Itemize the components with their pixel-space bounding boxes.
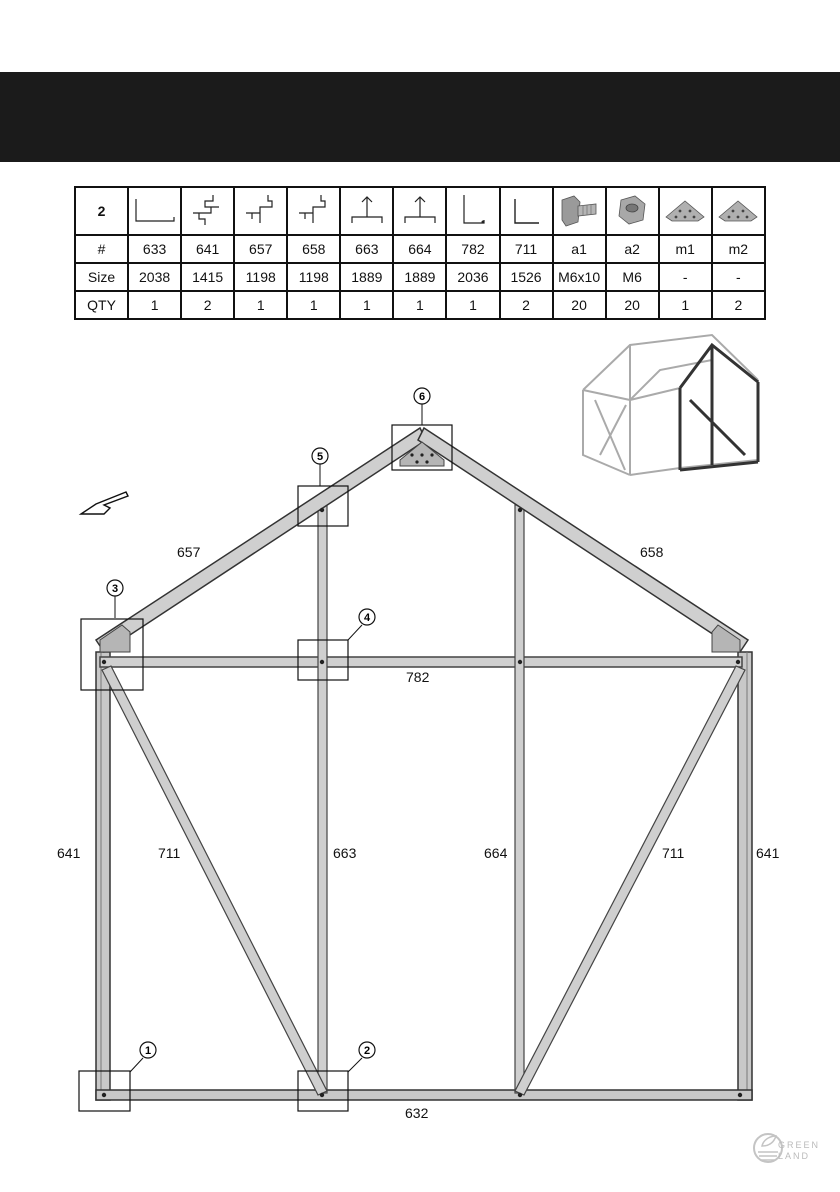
label-stud-right: 664 (484, 845, 508, 861)
part-size: 2036 (446, 263, 499, 291)
greenhouse-preview-image (583, 335, 758, 475)
part-size: M6x10 (553, 263, 606, 291)
svg-text:3: 3 (111, 583, 119, 595)
part-qty: 1 (234, 291, 287, 319)
part-size: 1198 (234, 263, 287, 291)
part-qty: 1 (128, 291, 181, 319)
part-number: 664 (393, 235, 446, 263)
part-size: 1415 (181, 263, 234, 291)
svg-text:1: 1 (144, 1045, 152, 1057)
svg-text:4: 4 (363, 612, 371, 624)
part-number: 657 (234, 235, 287, 263)
part-number: 641 (181, 235, 234, 263)
part-number: 782 (446, 235, 499, 263)
label-base: 632 (405, 1105, 429, 1121)
label-brace-right: 711 (662, 845, 685, 861)
stud-left (318, 505, 327, 1093)
part-number: 711 (500, 235, 553, 263)
hand-pointer-icon (81, 492, 128, 514)
row-label: # (75, 235, 128, 263)
part-size: 2038 (128, 263, 181, 291)
part-qty: 2 (712, 291, 765, 319)
part-size: 1198 (287, 263, 340, 291)
part-number: 658 (287, 235, 340, 263)
corner-post-right (738, 652, 752, 1100)
corner-post-left (96, 652, 110, 1100)
detail-boxes (79, 425, 452, 1111)
part-qty: 1 (659, 291, 712, 319)
part-qty: 1 (446, 291, 499, 319)
part-number: m1 (659, 235, 712, 263)
step-number: 2 (75, 187, 128, 235)
callout-2 (348, 1042, 375, 1072)
part-size: - (659, 263, 712, 291)
stud-right (515, 505, 524, 1093)
part-qty: 2 (181, 291, 234, 319)
part-qty: 20 (606, 291, 659, 319)
label-corner-left: 641 (57, 845, 81, 861)
callout-3 (107, 580, 123, 618)
part-number: m2 (712, 235, 765, 263)
svg-text:2: 2 (363, 1045, 371, 1057)
part-qty: 2 (500, 291, 553, 319)
label-corner-right: 641 (756, 845, 780, 861)
label-brace-left: 711 (158, 845, 181, 861)
label-crossbar: 782 (406, 669, 430, 685)
brace-left (102, 666, 327, 1095)
part-number: 633 (128, 235, 181, 263)
row-label: QTY (75, 291, 128, 319)
part-size: 1889 (393, 263, 446, 291)
part-size: M6 (606, 263, 659, 291)
part-number: 663 (340, 235, 393, 263)
part-number: a2 (606, 235, 659, 263)
part-qty: 20 (553, 291, 606, 319)
callout-6 (414, 388, 430, 425)
base-rail (96, 1090, 752, 1100)
svg-text:6: 6 (418, 391, 426, 403)
part-size: 1526 (500, 263, 553, 291)
label-roof-left: 657 (177, 544, 201, 560)
part-qty: 1 (393, 291, 446, 319)
callout-1 (130, 1042, 156, 1072)
row-label: Size (75, 263, 128, 291)
brace-right (515, 666, 745, 1095)
roof-rafter-right (418, 428, 748, 652)
callout-5 (312, 448, 328, 486)
logo-wordmark: GREEN LAND (778, 1140, 821, 1161)
roof-rafter-left (96, 428, 426, 652)
part-size: - (712, 263, 765, 291)
part-size: 1889 (340, 263, 393, 291)
part-number: a1 (553, 235, 606, 263)
svg-text:5: 5 (316, 451, 324, 463)
label-stud-left: 663 (333, 845, 357, 861)
part-qty: 1 (287, 291, 340, 319)
callout-4 (348, 609, 375, 640)
crossbar-rail (100, 657, 742, 667)
label-roof-right: 658 (640, 544, 664, 560)
part-qty: 1 (340, 291, 393, 319)
